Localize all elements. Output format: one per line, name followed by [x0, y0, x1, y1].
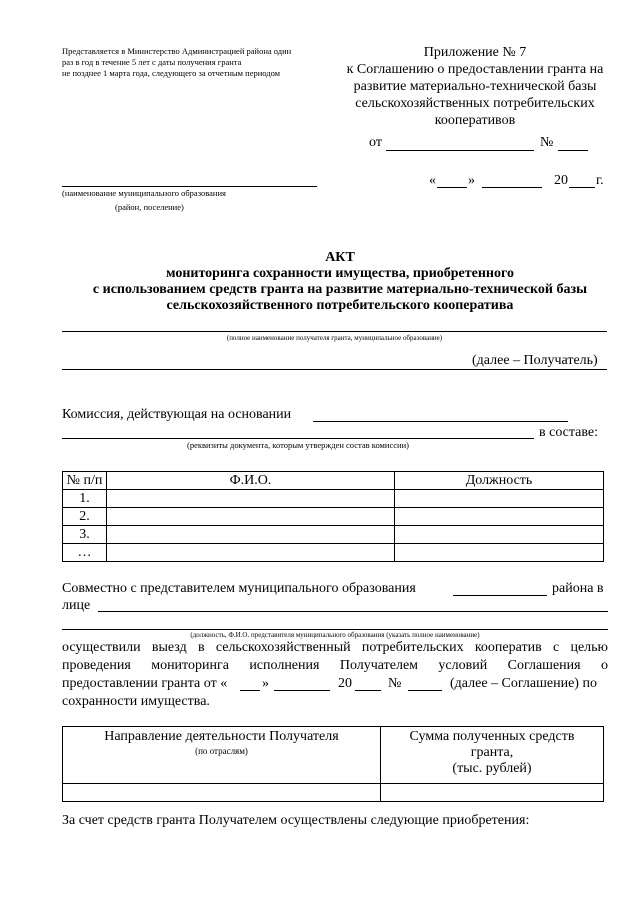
sum-header-line: Сумма полученных средств — [409, 729, 575, 744]
position-cell[interactable] — [395, 490, 604, 508]
name-cell[interactable] — [107, 526, 395, 544]
grant-year-line — [355, 690, 381, 691]
commission-suffix: в составе: — [539, 425, 599, 440]
name-cell[interactable] — [107, 544, 395, 562]
recipient-name-line — [62, 331, 607, 332]
appendix-line: сельскохозяйственных потребительских — [355, 96, 595, 111]
purchases-text: За счет средств гранта Получателем осуществлены следующие приобретения: — [62, 813, 530, 828]
appendix-line: к Соглашению о предоставлении гранта на — [346, 62, 604, 77]
sum-header-line: гранта, — [470, 745, 514, 760]
appendix-line: кооперативов — [434, 113, 516, 128]
sum-cell[interactable] — [381, 784, 604, 802]
table-row — [63, 544, 604, 562]
paragraph-line: сохранности имущества. — [62, 694, 210, 709]
district-line — [453, 595, 547, 596]
submission-note-line: Представляется в Министерство Администрацией района один — [62, 46, 292, 56]
row-number: … — [63, 544, 107, 562]
joint-person-label: лице — [62, 598, 91, 613]
joint-text: Совместно с представителем муниципального образования — [62, 581, 416, 596]
paragraph-line-d: № — [388, 676, 402, 691]
commission-basis-line-2 — [62, 438, 534, 439]
act-title-line: сельскохозяйственного потребительского кооператива — [166, 298, 514, 313]
col-name-header: Ф.И.О. — [107, 472, 395, 490]
date-month-line — [482, 187, 542, 188]
sum-header — [381, 727, 604, 784]
date-year-line — [569, 187, 595, 188]
date-year-suffix: г. — [596, 173, 604, 188]
position-cell[interactable] — [395, 526, 604, 544]
date-year-prefix: 20 — [554, 173, 568, 188]
act-title-line: АКТ — [325, 250, 355, 265]
joint-suffix: района в — [552, 581, 604, 596]
row-number: 2. — [63, 508, 107, 526]
row-number: 1. — [63, 490, 107, 508]
direction-title: Направление деятельности Получателя — [104, 729, 339, 744]
date-close-quote: » — [468, 173, 475, 188]
paragraph-line-e: (далее – Соглашение) по — [450, 676, 597, 691]
date-open-quote: « — [429, 173, 436, 188]
direction-table — [62, 726, 604, 802]
act-title — [40, 250, 640, 314]
act-title-line: с использованием средств гранта на развитие материально-технической базы — [92, 282, 588, 297]
direction-subtitle: (по отраслям) — [195, 746, 248, 756]
appendix-from-label: от — [369, 135, 382, 150]
recipient-suffix: (далее – Получатель) — [472, 353, 598, 368]
table-row — [63, 508, 604, 526]
paragraph-line-b: » — [262, 676, 269, 691]
members-table — [62, 471, 604, 562]
grant-day-line — [240, 690, 260, 691]
paragraph-line-c: 20 — [338, 676, 352, 691]
paragraph-line: осуществили выезд в сельскохозяйственный потребительских кооператив с целью — [62, 640, 608, 655]
submission-note-line: не позднее 1 марта года, следующего за отчетным периодом — [62, 68, 281, 78]
submission-note — [62, 46, 332, 79]
table-row — [63, 526, 604, 544]
recipient-caption: (полное наименование получателя гранта, муниципальное образование) — [226, 334, 443, 342]
grant-month-line — [274, 690, 330, 691]
row-number: 3. — [63, 526, 107, 544]
table-row — [63, 784, 604, 802]
appendix-block — [330, 44, 620, 129]
municipality-caption: (наименование муниципального образования — [62, 188, 226, 198]
position-cell[interactable] — [395, 508, 604, 526]
col-position-header: Должность — [395, 472, 604, 490]
act-title-line: мониторинга сохранности имущества, приобретенного — [165, 266, 514, 281]
representative-caption: (должность, Ф.И.О. представителя муниципального образования (указать полное наименование) — [190, 631, 480, 639]
agreement-number-line — [558, 150, 588, 151]
representative-line — [98, 611, 608, 612]
position-cell[interactable] — [395, 544, 604, 562]
col-number-header: № п/п — [63, 472, 107, 490]
paragraph-line: проведения мониторинга исполнения Получателем условий Соглашения о — [62, 658, 608, 673]
name-cell[interactable] — [107, 508, 395, 526]
commission-text: Комиссия, действующая на основании — [62, 407, 292, 422]
sum-header-line: (тыс. рублей) — [452, 761, 532, 776]
name-cell[interactable] — [107, 490, 395, 508]
appendix-number-label: № — [540, 135, 554, 150]
direction-header — [63, 727, 381, 784]
commission-basis-line — [313, 421, 568, 422]
direction-table-header — [63, 727, 604, 784]
table-row — [63, 490, 604, 508]
municipality-caption-2: (район, поселение) — [115, 202, 184, 212]
date-day-line — [437, 187, 467, 188]
commission-caption: (реквизиты документа, которым утвержден состав комиссии) — [187, 440, 409, 450]
agreement-date-line — [386, 150, 534, 151]
paragraph-line-a: предоставлении гранта от « — [62, 676, 228, 691]
members-table-header — [63, 472, 604, 490]
grant-number-line — [408, 690, 442, 691]
representative-line-2 — [62, 629, 608, 630]
municipality-line — [62, 186, 317, 187]
appendix-title: Приложение № 7 — [423, 45, 527, 60]
direction-cell[interactable] — [63, 784, 381, 802]
recipient-line-2 — [62, 369, 607, 370]
submission-note-line: раз в год в течение 5 лет с даты получения гранта — [62, 57, 242, 67]
appendix-line: развитие материально-технической базы — [353, 79, 597, 94]
